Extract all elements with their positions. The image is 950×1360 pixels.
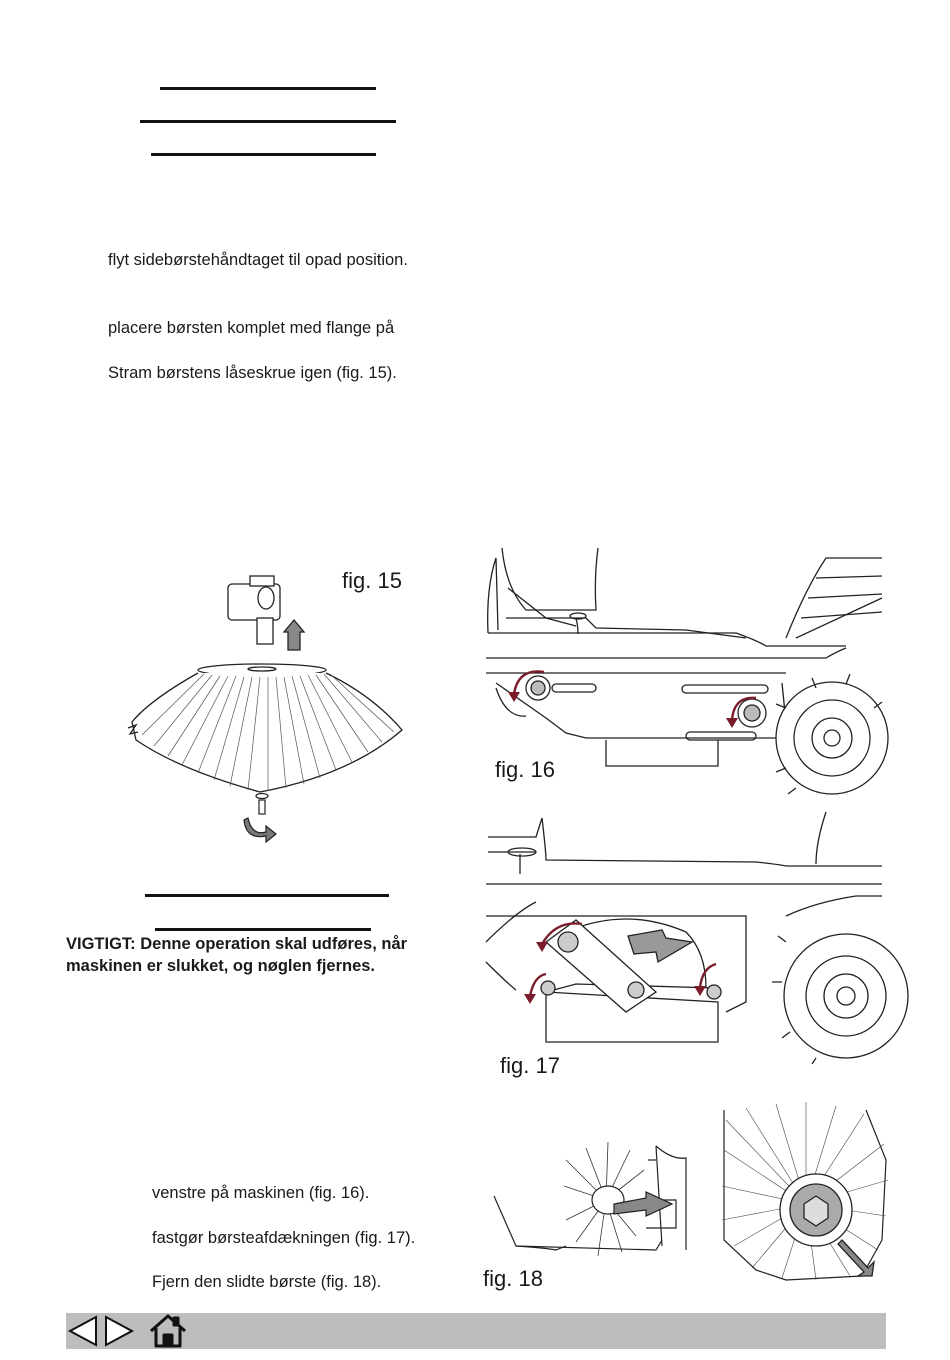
heading-rule-2: [140, 120, 396, 123]
prev-page-button[interactable]: [66, 1313, 100, 1349]
warning-line-2: maskinen er slukket, og nøglen fjernes.: [66, 957, 376, 975]
fig17-brush-cover-illustration: [486, 812, 884, 1064]
step-line-3: Fjern den slidte børste (fig. 18).: [152, 1273, 382, 1291]
next-page-button[interactable]: [102, 1313, 136, 1349]
fig16-label: fig. 16: [495, 757, 555, 782]
step-line-2: fastgør børsteafdækningen (fig. 17).: [152, 1229, 416, 1247]
fig17-label: fig. 17: [500, 1053, 560, 1078]
fig16-machine-side-illustration: [486, 548, 884, 788]
fig18-brush-removal-illustration: [486, 1100, 890, 1290]
triangle-left-icon: [70, 1317, 96, 1345]
step-line-1: venstre på maskinen (fig. 16).: [152, 1184, 370, 1202]
home-button[interactable]: [148, 1313, 188, 1349]
instruction-line-3: Stram børstens låseskrue igen (fig. 15).: [108, 364, 397, 382]
fig15-label: fig. 15: [342, 568, 402, 593]
section-rule-1: [145, 894, 389, 897]
important-warning: [66, 933, 407, 977]
home-icon: [151, 1316, 185, 1346]
section-rule-2: [155, 928, 371, 931]
instruction-line-2: placere børsten komplet med flange på: [108, 319, 395, 337]
navigation-bar: [66, 1313, 886, 1349]
fig18-label: fig. 18: [483, 1266, 543, 1291]
instruction-line-1: flyt sidebørstehåndtaget til opad position.: [108, 251, 408, 269]
triangle-right-icon: [106, 1317, 132, 1345]
heading-rule-1: [160, 87, 376, 90]
warning-line-1: VIGTIGT: Denne operation skal udføres, når: [66, 935, 408, 953]
fig15-brush-illustration: [120, 570, 420, 845]
heading-rule-3: [151, 153, 376, 156]
